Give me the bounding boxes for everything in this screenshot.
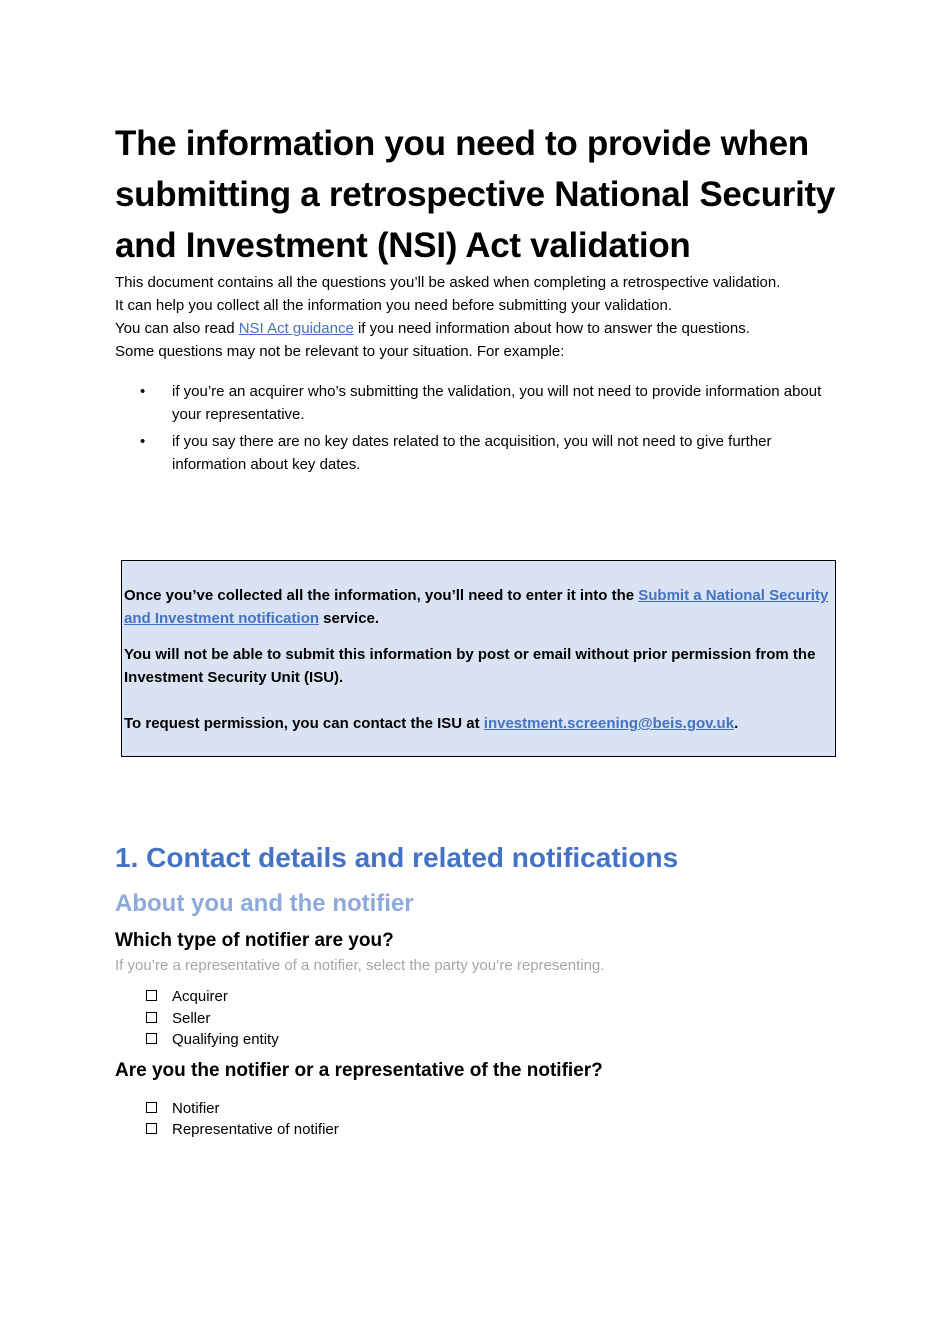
example-bullet-list bbox=[115, 380, 840, 476]
bullet-icon: • bbox=[140, 433, 146, 450]
checkbox-icon[interactable] bbox=[146, 1033, 157, 1044]
bullet-text: if you’re an acquirer who’s submitting the validation, you will not need to provide information about your representative. bbox=[172, 383, 822, 423]
intro-paragraph bbox=[115, 271, 840, 317]
intro-line-1: This document contains all the questions you’ll be asked when completing a retrospective validation. bbox=[115, 274, 781, 291]
option-acquirer[interactable] bbox=[115, 986, 840, 1008]
bullet-text: if you say there are no key dates related to the acquisition, you will not need to give further information about key dates. bbox=[172, 433, 772, 473]
notice-line-1 bbox=[124, 584, 833, 630]
list-item bbox=[115, 430, 840, 476]
question-notifier-or-representative: Are you the notifier or a representative of the notifier? bbox=[115, 1059, 603, 1081]
option-label: Acquirer bbox=[172, 988, 228, 1005]
list-item bbox=[115, 380, 840, 426]
notice-box bbox=[121, 560, 836, 757]
notice-line-2: You will not be able to submit this information by post or email without prior permission from the Investment Security Unit (ISU). bbox=[124, 646, 816, 686]
checkbox-icon[interactable] bbox=[146, 990, 157, 1001]
document-title: The information you need to provide when submitting a retrospective National Security and Investment (NSI) Act validation bbox=[115, 124, 836, 265]
checkbox-icon[interactable] bbox=[146, 1123, 157, 1134]
question-notifier-type: Which type of notifier are you? bbox=[115, 930, 394, 951]
section-contact-details bbox=[115, 838, 840, 1141]
notice-line-3-suffix: . bbox=[734, 715, 739, 732]
notice-line-3-prefix: To request permission, you can contact the ISU at bbox=[124, 715, 484, 732]
document-body bbox=[115, 118, 840, 480]
notice-line-1-suffix: service. bbox=[319, 610, 380, 627]
checkbox-icon[interactable] bbox=[146, 1012, 157, 1023]
option-label: Representative of notifier bbox=[172, 1121, 339, 1138]
checkbox-icon[interactable] bbox=[146, 1102, 157, 1113]
option-representative[interactable] bbox=[115, 1119, 840, 1141]
option-qualifying-entity[interactable] bbox=[115, 1029, 840, 1051]
guidance-prefix: You can also read bbox=[115, 320, 239, 337]
option-label: Notifier bbox=[172, 1099, 220, 1117]
some-questions-paragraph: Some questions may not be relevant to your situation. For example: bbox=[115, 343, 565, 360]
option-notifier[interactable] bbox=[115, 1098, 840, 1120]
notice-line-1-prefix: Once you’ve collected all the information, you’ll need to enter it into the bbox=[124, 587, 639, 604]
notifier-role-options bbox=[115, 1098, 840, 1141]
option-label: Seller bbox=[172, 1009, 211, 1027]
guidance-paragraph bbox=[115, 317, 840, 340]
guidance-suffix: if you need information about how to answer the questions. bbox=[353, 320, 750, 337]
option-seller[interactable] bbox=[115, 1008, 840, 1030]
notifier-type-options bbox=[115, 986, 840, 1051]
sub-heading: About you and the notifier bbox=[115, 890, 414, 917]
section-heading: 1. Contact details and related notifications bbox=[115, 842, 679, 873]
notice-line-3 bbox=[124, 712, 833, 735]
submit-notification-link[interactable]: Submit a National Security and Investment notification bbox=[124, 587, 829, 627]
question-hint: If you’re a representative of a notifier, select the party you’re representing. bbox=[115, 957, 605, 974]
nsi-act-guidance-link[interactable]: NSI Act guidance bbox=[238, 320, 354, 337]
isu-email-link[interactable]: investment.screening@beis.gov.uk bbox=[483, 715, 735, 732]
bullet-icon: • bbox=[140, 383, 146, 400]
option-label: Qualifying entity bbox=[172, 1031, 279, 1048]
intro-line-2: It can help you collect all the information you need before submitting your validation. bbox=[115, 297, 672, 314]
